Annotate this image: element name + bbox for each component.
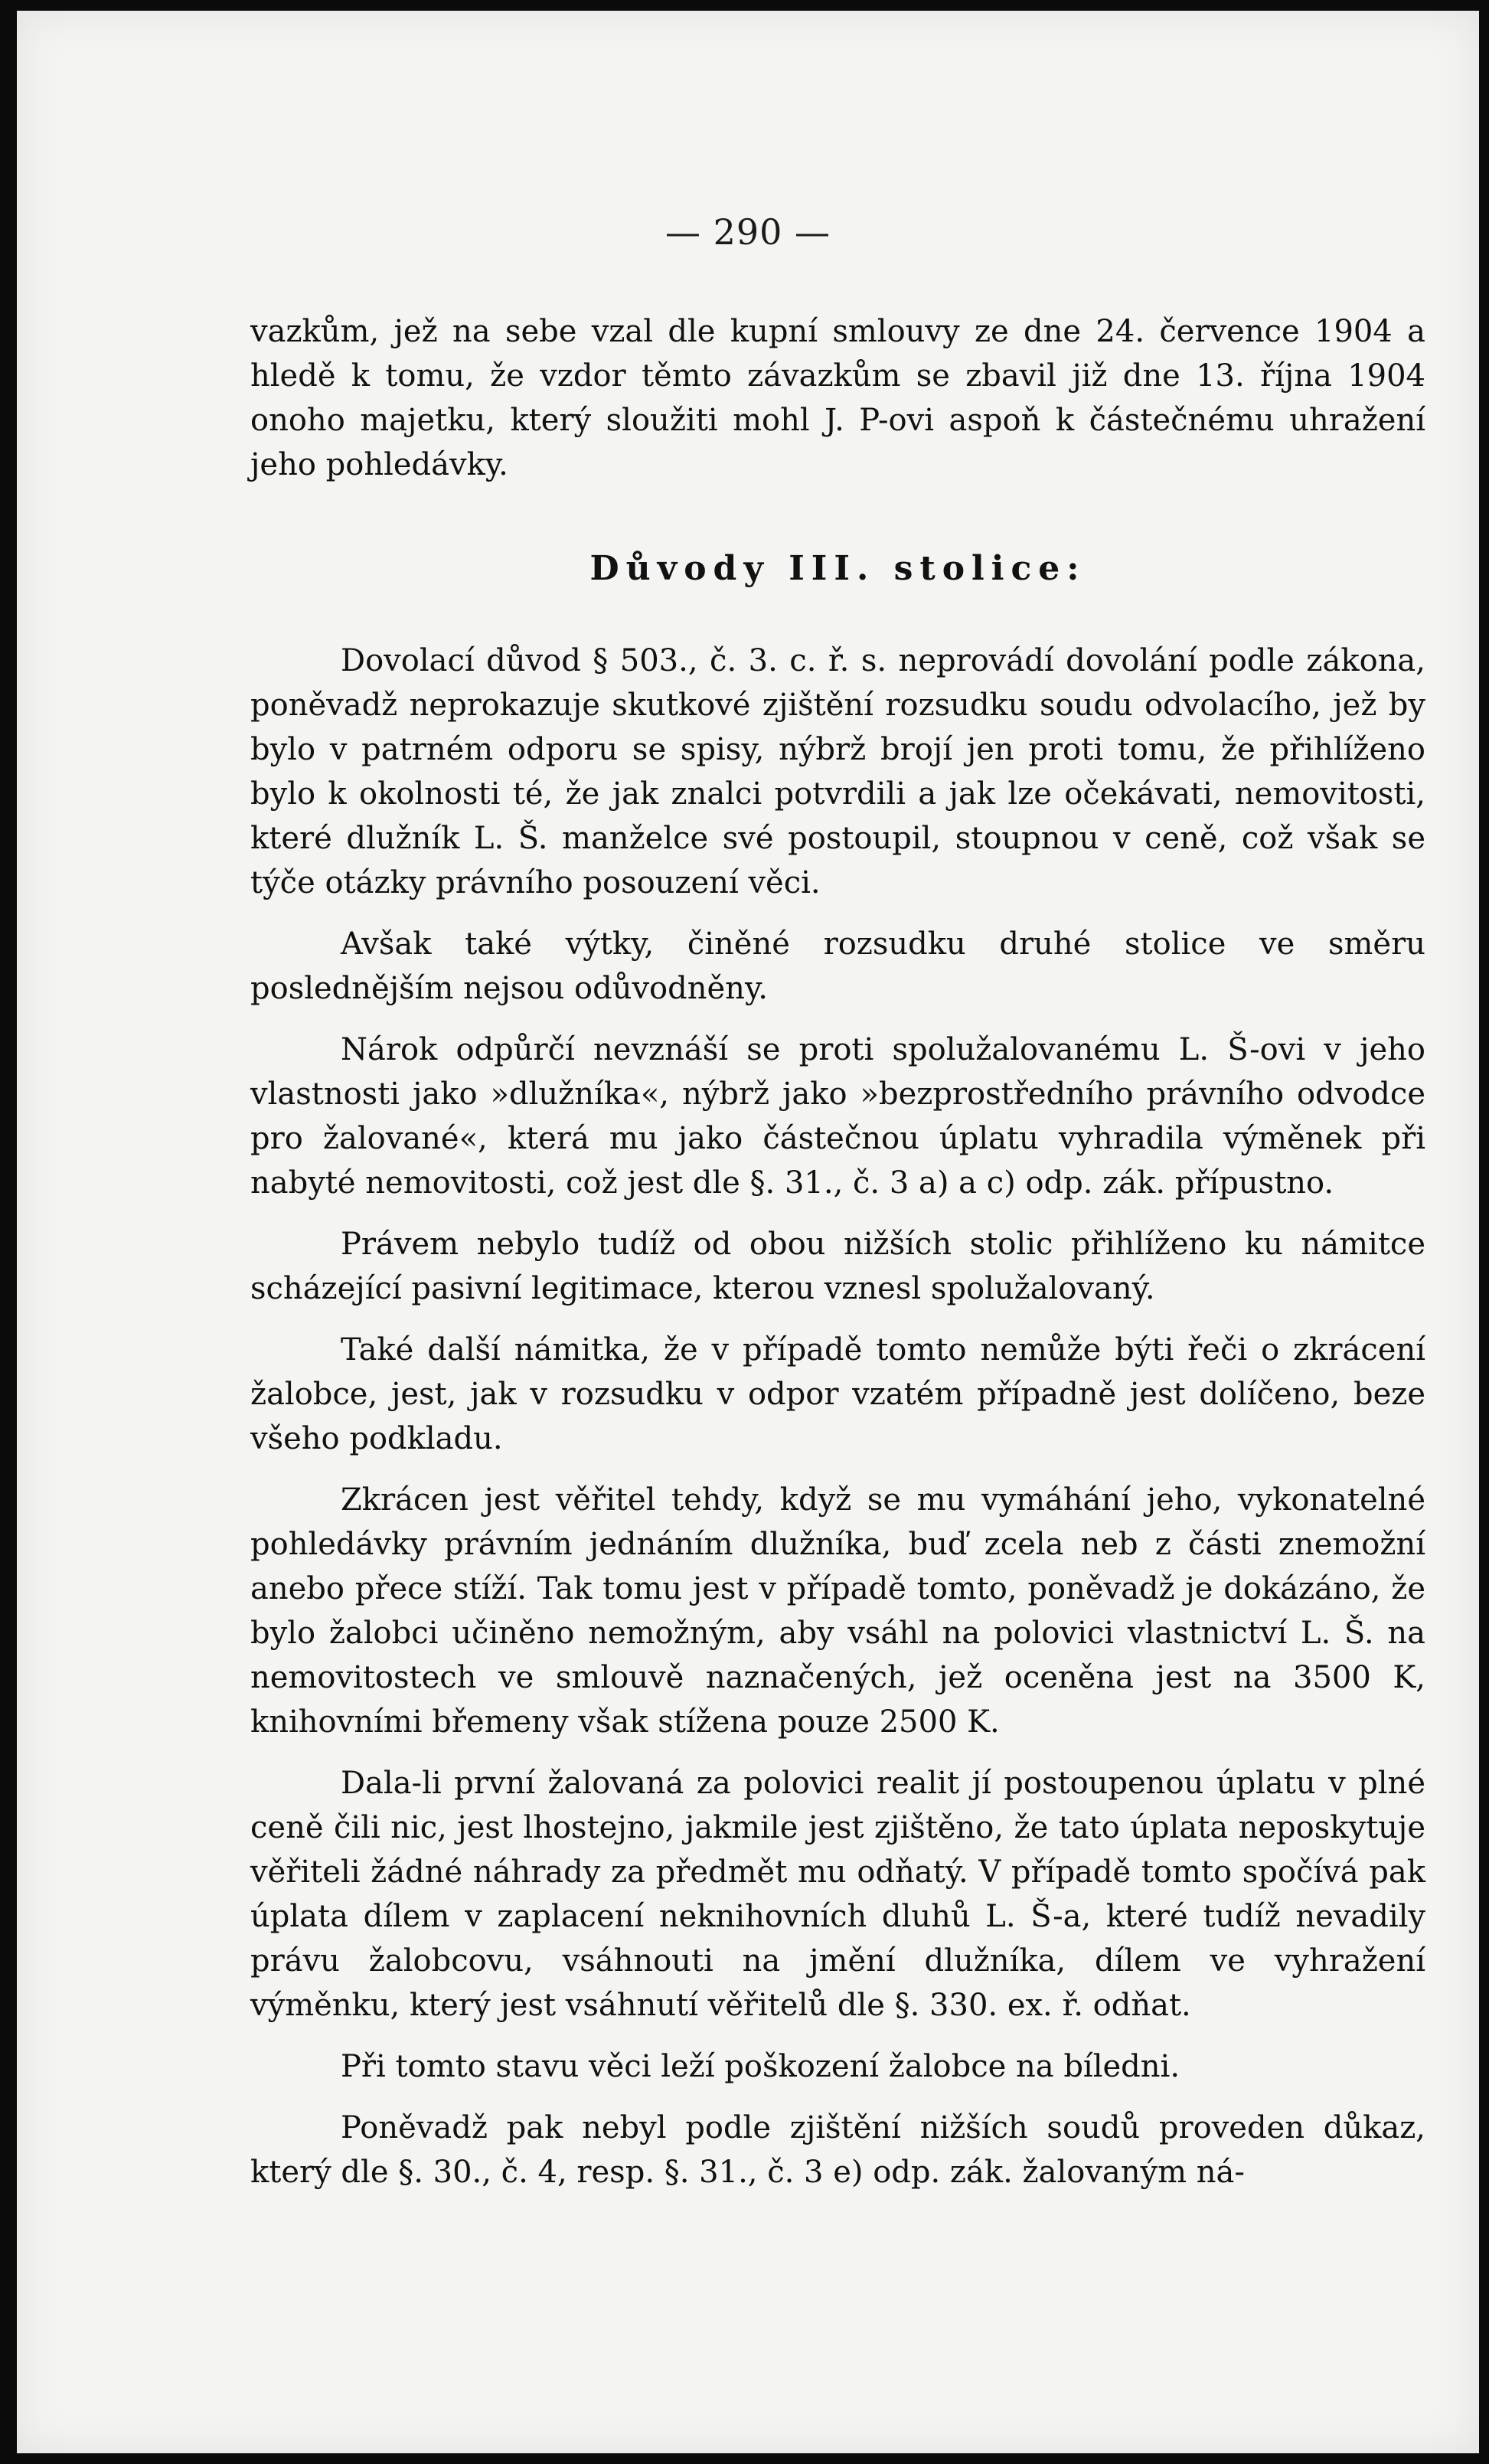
paragraph: Právem nebylo tudíž od obou nižších stolic přihlíženo ku námitce scházející pasivní legitimace, kterou vznesl spolužalovaný. bbox=[250, 1227, 1425, 1306]
paragraph: Nárok odpůrčí nevznáší se proti spolužalovanému L. Š-ovi v jeho vlastnosti jako »dlužníka«, nýbrž jako »bezprostředního právního odvodce pro žalované«, která mu jako částečnou úplatu vyhradila výměnek při nabyté nemovitosti, což jest dle §. 31., č. 3 a) a c) odp. zák. přípustno. bbox=[250, 1032, 1425, 1201]
paragraph: Také další námitka, že v případě tomto nemůže býti řeči o zkrácení žalobce, jest, jak v rozsudku v odpor vzatém případně jest dolíčeno, beze všeho podkladu. bbox=[250, 1332, 1425, 1456]
section-heading: Důvody III. stolice: bbox=[589, 549, 1086, 588]
paragraph: Poněvadž pak nebyl podle zjištění nižších soudů proveden důkaz, který dle §. 30., č. 4, resp. §. 31., č. 3 e) odp. zák. žalovaným ná- bbox=[250, 2110, 1425, 2190]
paragraph: vazkům, jež na sebe vzal dle kupní smlouvy ze dne 24. července 1904 a hledě k tomu, že vzdor těmto závazkům se zbavil již dne 13. října 1904 onoho majetku, který sloužiti mohl J. P-ovi aspoň k částečnému uhražení jeho pohledávky. bbox=[250, 314, 1425, 482]
paragraph: Zkrácen jest věřitel tehdy, když se mu vymáhání jeho, vykonatelné pohledávky právním jednáním dlužníka, buď zcela neb z části znemožní anebo přece stíží. Tak tomu jest v případě tomto, poněvadž je dokázáno, že bylo žalobci učiněno nemožným, aby vsáhl na polovici vlastnictví L. Š. na nemovitostech ve smlouvě naznačených, jež oceněna jest na 3500 K, knihovními břemeny však stížena pouze 2500 K. bbox=[250, 1482, 1425, 1740]
book-page bbox=[17, 11, 1479, 2453]
page-number: — 290 — bbox=[664, 211, 831, 253]
paragraph: Dovolací důvod § 503., č. 3. c. ř. s. neprovádí dovolání podle zákona, poněvadž neprokazuje skutkové zjištění rozsudku soudu odvolacího, jež by bylo v patrném odporu se spisy, nýbrž brojí jen proti tomu, že přihlíženo bylo k okolnosti té, že jak znalci potvrdili a jak lze očekávati, nemovitosti, které dlužník L. Š. manželce své postoupil, stoupnou v ceně, což však se týče otázky právního posouzení věci. bbox=[250, 643, 1425, 900]
paragraph: Avšak také výtky, činěné rozsudku druhé stolice ve směru poslednějším nejsou odůvodněny. bbox=[250, 926, 1425, 1006]
paragraph: Dala-li první žalovaná za polovici realit jí postoupenou úplatu v plné ceně čili nic, jest lhostejno, jakmile jest zjištěno, že tato úplata neposkytuje věřiteli žádné náhrady za předmět mu odňatý. V případě tomto spočívá pak úplata dílem v zaplacení neknihovních dluhů L. Š-a, které tudíž nevadily právu žalobcovu, vsáhnouti na jmění dlužníka, dílem ve vyhražení výměnku, který jest vsáhnutí věřitelů dle §. 330. ex. ř. odňat. bbox=[250, 1766, 1425, 2023]
page-body bbox=[250, 309, 1425, 2211]
paragraph: Při tomto stavu věci leží poškození žalobce na bíledni. bbox=[341, 2049, 1180, 2084]
